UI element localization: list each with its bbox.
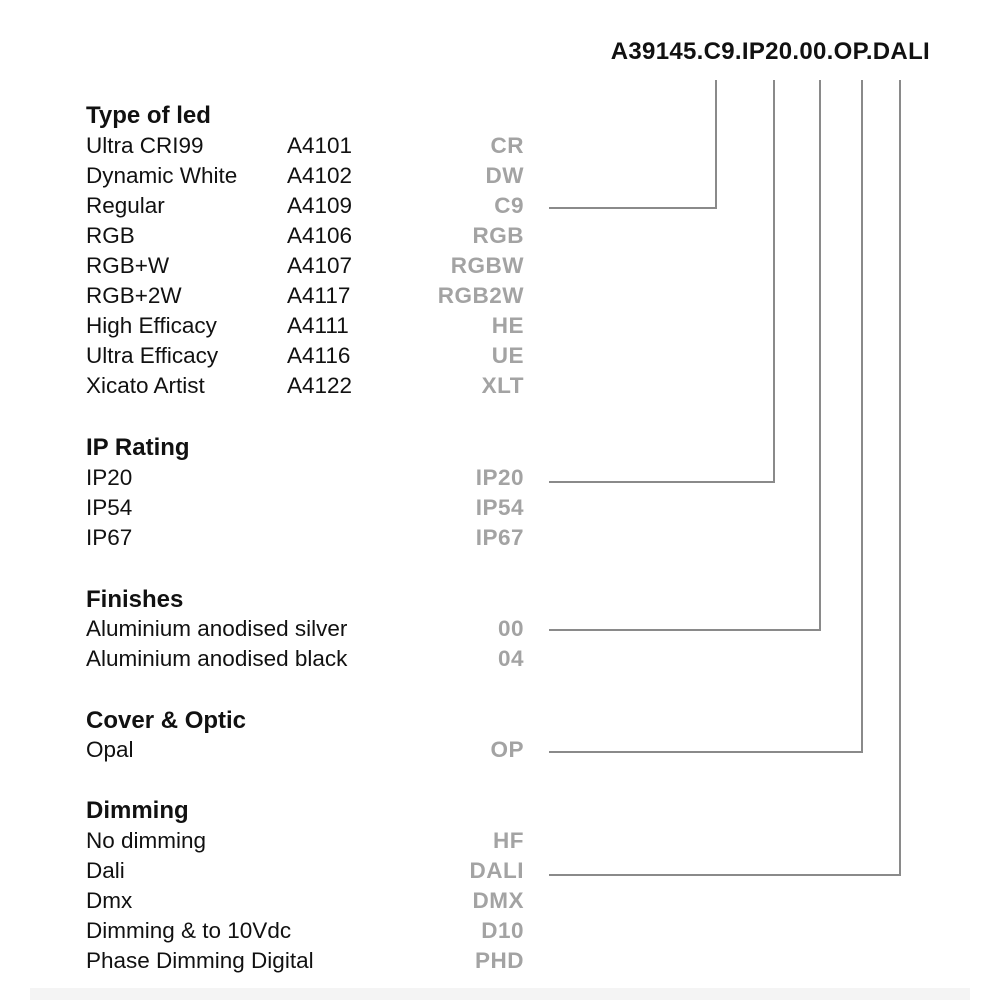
option-abbr: D10 — [481, 918, 524, 943]
section-heading-led: Type of led — [86, 102, 211, 129]
connector-ip — [549, 80, 774, 482]
option-name: Aluminium anodised silver — [86, 616, 348, 641]
option-product-code: A4117 — [287, 283, 351, 308]
option-abbr: PHD — [474, 948, 524, 973]
option-abbr: OP — [490, 737, 524, 762]
option-product-code: A4116 — [287, 343, 351, 368]
option-abbr: RGB — [472, 223, 524, 248]
option-abbr: HE — [491, 313, 524, 338]
option-product-code: A4106 — [287, 223, 353, 248]
section-heading-finishes: Finishes — [86, 586, 184, 613]
option-abbr: UE — [491, 343, 524, 368]
option-abbr: DMX — [472, 888, 524, 913]
option-name: Ultra CRI99 — [86, 133, 204, 158]
option-name: IP20 — [86, 465, 133, 490]
option-name: IP67 — [86, 525, 133, 550]
option-abbr: CR — [490, 133, 524, 158]
connector-cover — [549, 80, 862, 752]
section-heading-cover: Cover & Optic — [86, 707, 247, 734]
section-heading-ip: IP Rating — [86, 434, 190, 461]
option-name: IP54 — [86, 495, 133, 520]
option-product-code: A4101 — [287, 133, 353, 158]
option-product-code: A4111 — [287, 313, 349, 338]
option-name: Dimming & to 10Vdc — [86, 918, 292, 943]
option-name: Dynamic White — [86, 163, 238, 188]
option-name: Ultra Efficacy — [86, 343, 219, 368]
option-abbr: IP54 — [475, 495, 524, 520]
option-abbr: HF — [493, 828, 524, 853]
option-name: RGB+W — [86, 253, 170, 278]
option-abbr: 00 — [497, 616, 524, 641]
section-heading-dimming: Dimming — [86, 797, 189, 824]
option-abbr: 04 — [497, 646, 524, 671]
option-name: Dali — [86, 858, 125, 883]
option-abbr: IP67 — [475, 525, 524, 550]
option-abbr: RGB2W — [437, 283, 524, 308]
option-name: Aluminium anodised black — [86, 646, 348, 671]
option-product-code: A4107 — [287, 253, 353, 278]
option-name: Phase Dimming Digital — [86, 948, 314, 973]
option-name: Xicato Artist — [86, 373, 205, 398]
option-name: RGB — [86, 223, 135, 248]
option-abbr: DW — [485, 163, 524, 188]
connector-finish — [549, 80, 820, 630]
option-name: RGB+2W — [86, 283, 182, 308]
option-name: Opal — [86, 737, 134, 762]
option-name: High Efficacy — [86, 313, 217, 338]
connector-dimming — [549, 80, 900, 875]
bottom-band — [30, 988, 970, 1000]
option-abbr: DALI — [469, 858, 524, 883]
option-abbr: RGBW — [450, 253, 524, 278]
option-name: Regular — [86, 193, 165, 218]
product-code-title: A39145.C9.IP20.00.OP.DALI — [610, 38, 930, 65]
option-abbr: C9 — [494, 193, 524, 218]
connector-led — [549, 80, 716, 208]
option-product-code: A4102 — [287, 163, 353, 188]
option-name: Dmx — [86, 888, 133, 913]
option-product-code: A4122 — [287, 373, 353, 398]
option-name: No dimming — [86, 828, 207, 853]
option-abbr: XLT — [481, 373, 524, 398]
option-product-code: A4109 — [287, 193, 353, 218]
option-abbr: IP20 — [475, 465, 524, 490]
